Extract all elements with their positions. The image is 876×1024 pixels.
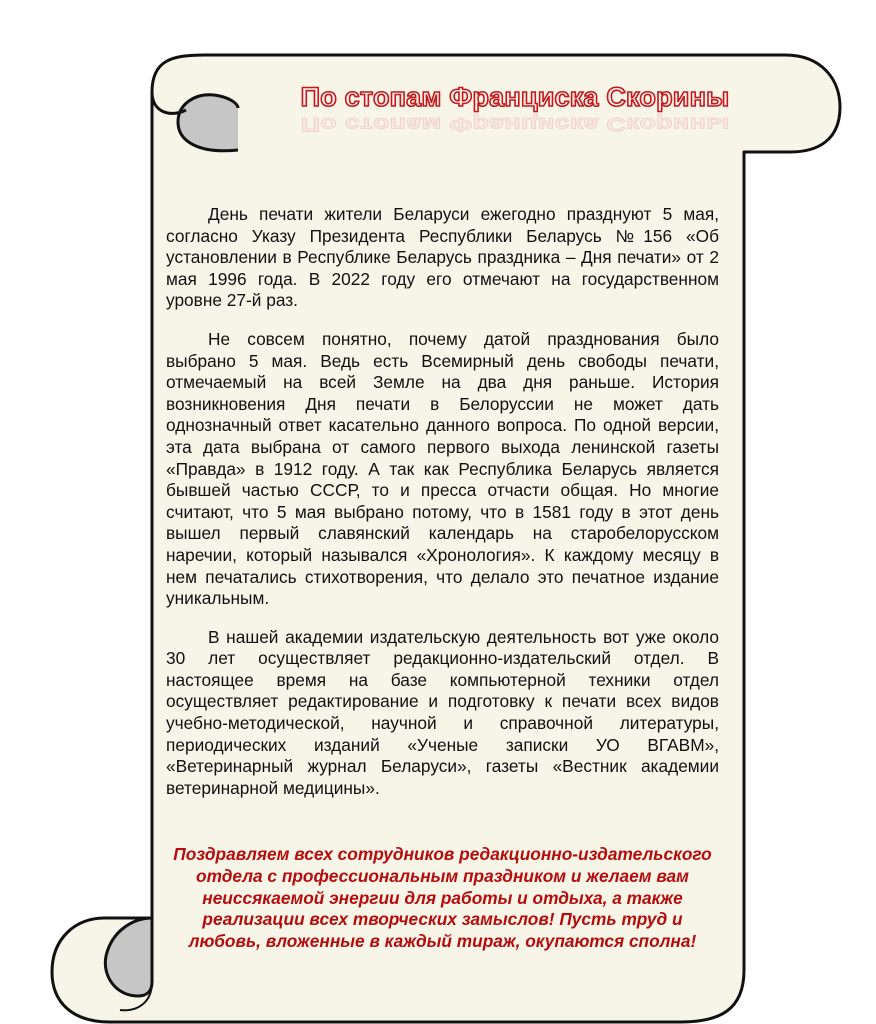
paragraph-2: Не совсем понятно, почему датой празднования было выбрано 5 мая. Ведь есть Всемирный день свободы печати, отмечаемый на всей Земле на два дня раньше. История возникновения Дня печати в Белоруссии не может дать однозначный ответ касательно данного вопроса. По одной версии, эта дата выбрана от самого первого выхода ленинской газеты «Правда» в 1912 году. А так как Республика Беларусь является бывшей частью СССР, то и пресса отчасти общая. Но многие считают, что 5 мая выбрано потому, что в 1581 году в этот день вышел первый славянский календарь на старобелорусском наречии, который назывался «Хронология». К каждому месяцу в нем печатались стихотворения, что делало это печатное издание уникальным. xyxy=(166,328,719,609)
article-body xyxy=(166,204,719,816)
page-title-reflection: По стопам Франциска Скорины xyxy=(300,113,730,136)
page-title: По стопам Франциска Скорины xyxy=(300,82,730,112)
title-block xyxy=(250,80,780,160)
paragraph-1: День печати жители Беларуси ежегодно празднуют 5 мая, согласно Указу Президента Республики Беларусь №156 «Об установлении в Республике Беларусь праздника – Дня печати» от 2 мая 1996 года. В 2022 году его отмечают на государственном уровне 27-й раз. xyxy=(166,204,719,311)
greeting-text: Поздравляем всех сотрудников редакционно-издательского отдела с профессиональным праздником и желаем вам неиссякаемой энергии для работы и отдыха, а также реализации всех творческих замыслов! Пусть труд и любовь, вложенные в каждый тираж, окупаются сполна! xyxy=(173,844,712,952)
paragraph-3: В нашей академии издательскую деятельность вот уже около 30 лет осуществляет редакционно-издательский отдел. В настоящее время на базе компьютерной техники отдел осуществляет редактирование и подготовку к печати всех видов учебно-методической, научной и справочной литературы, периодических изданий «Ученые записки УО ВГАВМ», «Ветеринарный журнал Беларуси», газеты «Вестник академии ветеринарной медицины». xyxy=(166,626,719,798)
top-roll-shadow xyxy=(178,95,238,151)
